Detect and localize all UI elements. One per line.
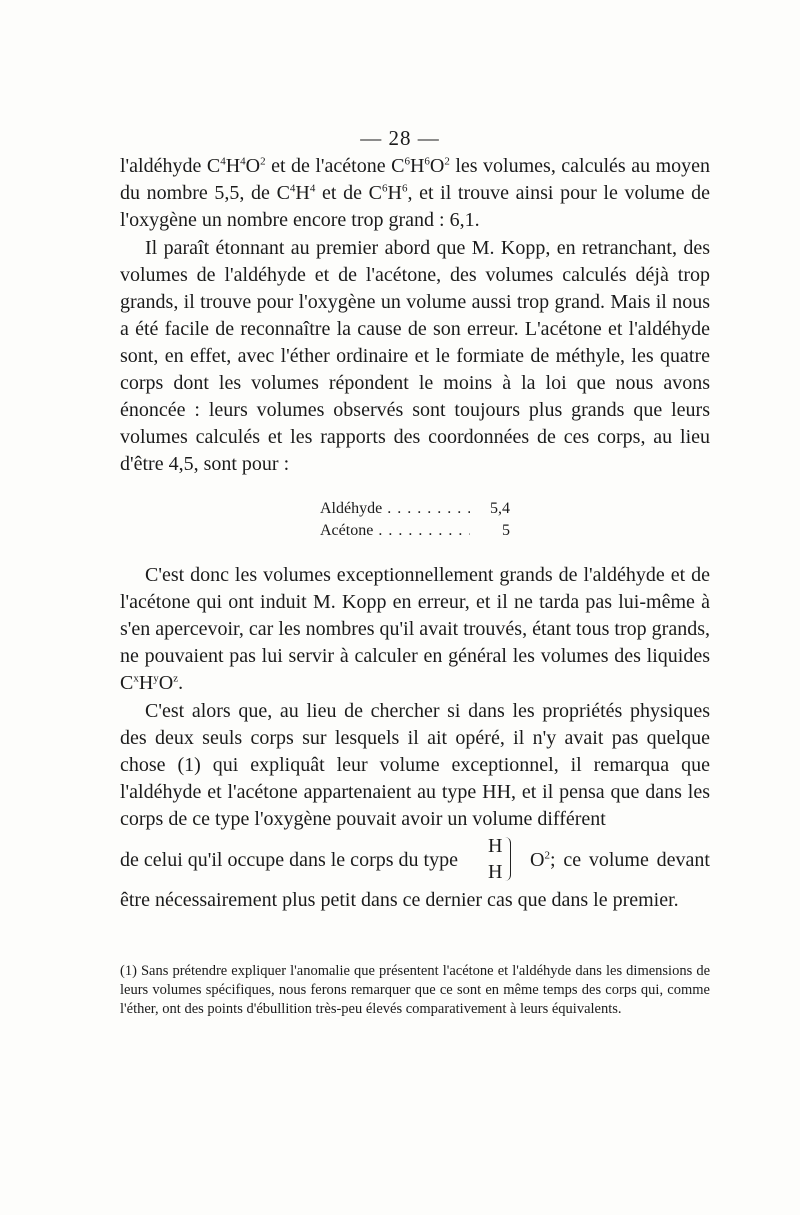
paragraph-4: C'est alors que, au lieu de chercher si dans les propriétés physiques des deux seuls corps sur lesquels il ait opéré, il n'y avait pas quelque chose (1) qui expliquât leur volume exceptionnel, il remarqua que l'aldéhyde et l'acétone appartenaient au type HH, et il pensa que dans les corps de ce type l'oxygène pouvait avoir un volume différent de celui qu'il occupe dans le corps du type H H $O^2$; ce volume devant être nécessairement plus petit dans ce dernier cas que dans le premier. [120,700,710,911]
footnote: (1) Sans prétendre expliquer l'anomalie que présentent l'acétone et l'aldéhyde dans les dimensions de leurs volumes spécifiques, nous ferons remarquer que ce sont en même temps des corps qui, comme l'éther, ont des points d'ébullition très-peu élevés comparativement à leurs équivalents. [120,963,710,1017]
paragraph-1: l'aldéhyde $C^4H^4O^2$ et de l'acétone $C^6H^6O^2$ les volumes, calculés au moyen du nombre 5,5, de $C^4H^4$ et de $C^6H^6$, et il trouve ainsi pour le volume de l'oxygène un nombre encore trop grand : 6,1. [120,155,711,231]
type-formula-line: de celui qu'il occupe dans le corps du type H H $O^2$; ce volume devant [120,833,710,887]
paragraph-2: Il paraît étonnant au premier abord que M. Kopp, en retranchant, des volumes de l'aldéhyde et de l'acétone, des volumes calculés déjà trop grands, il trouve pour l'oxygène un volume aussi trop grand. Mais il nous a été facile de reconnaître la cause de son erreur. L'acétone et l'aldéhyde sont, en effet, avec l'éther ordinaire et le formiate de méthyle, les quatre corps dont les volumes répondent le moins à la loi que nous avons énoncée : leurs volumes observés sont toujours plus grands que leurs volumes calculés et les rapports des coordonnées de ces corps, au lieu d'être 4,5, sont pour : [120,237,710,475]
page-number: — 28 — [360,126,440,150]
ratio-table [320,498,510,542]
brace-icon [504,837,511,881]
table-row: Acétone . . . 5 [320,520,510,542]
water-type-formula: H H [482,833,522,887]
paragraph-3: C'est donc les volumes exceptionnellement grands de l'aldéhyde et de l'acétone qui ont induit M. Kopp en erreur, et il ne tarda pas lui-même à s'en apercevoir, car les nombres qu'il avait trouvés, étant tous trop grands, ne pouvaient pas lui servir à calculer en général les volumes des liquides $C^xH^yO^z$. [120,564,710,694]
table-row: Aldéhyde . . . 5,4 [320,498,510,520]
